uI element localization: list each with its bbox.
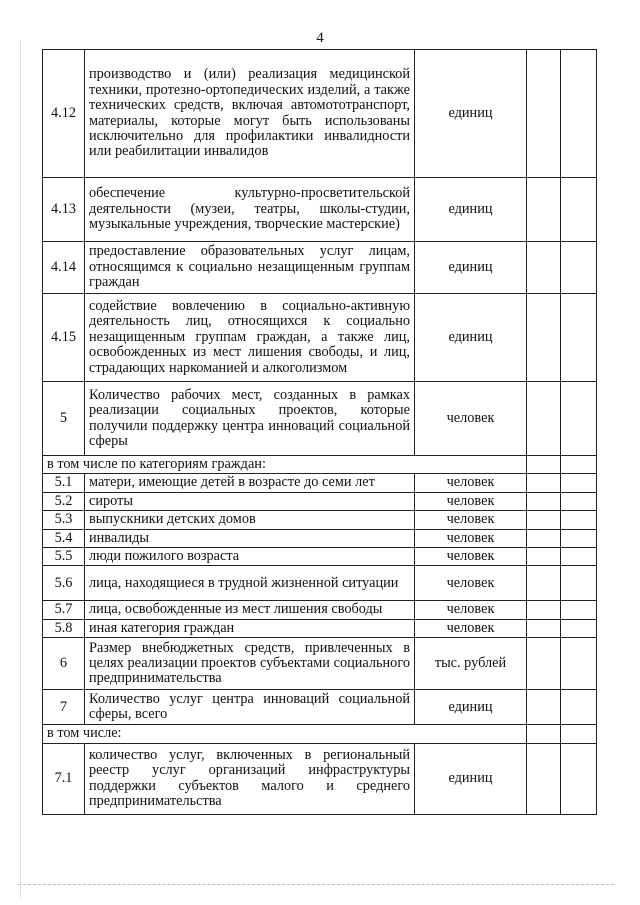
empty-value-cell [561, 725, 597, 743]
row-number: 5.6 [43, 566, 85, 601]
row-number: 5.2 [43, 492, 85, 510]
empty-value-cell [561, 566, 597, 601]
table-row [43, 242, 597, 294]
row-unit: единиц [415, 690, 527, 725]
row-unit: человек [415, 492, 527, 510]
empty-value-cell [527, 50, 561, 178]
section-caption: в том числе: [43, 725, 527, 743]
row-unit: человек [415, 548, 527, 566]
empty-value-cell [561, 511, 597, 529]
table-row [43, 511, 597, 529]
empty-value-cell [561, 178, 597, 242]
row-description: лица, находящиеся в трудной жизненной ситуации [85, 566, 415, 601]
row-description: иная категория граждан [85, 619, 415, 637]
row-number: 5.1 [43, 474, 85, 492]
empty-value-cell [561, 601, 597, 619]
row-unit: человек [415, 511, 527, 529]
row-number: 5.8 [43, 619, 85, 637]
row-unit: человек [415, 601, 527, 619]
empty-value-cell [527, 743, 561, 814]
empty-value-cell [527, 474, 561, 492]
table-row [43, 638, 597, 690]
empty-value-cell [561, 492, 597, 510]
empty-value-cell [561, 619, 597, 637]
table-row [43, 690, 597, 725]
empty-value-cell [527, 690, 561, 725]
empty-value-cell [561, 456, 597, 474]
table-row [43, 529, 597, 547]
row-description: предоставление образовательных услуг лицам, относящимся к социально незащищенным группам граждан [85, 242, 415, 294]
empty-value-cell [527, 456, 561, 474]
row-description: обеспечение культурно-просветительской деятельности (музеи, театры, школы-студии, музыкальные учреждения, творческие мастерские) [85, 178, 415, 242]
empty-value-cell [561, 548, 597, 566]
row-unit: единиц [415, 743, 527, 814]
empty-value-cell [561, 294, 597, 382]
row-unit: единиц [415, 178, 527, 242]
row-unit: единиц [415, 294, 527, 382]
empty-value-cell [527, 638, 561, 690]
row-unit: тыс. рублей [415, 638, 527, 690]
empty-value-cell [561, 638, 597, 690]
row-description: матери, имеющие детей в возрасте до семи лет [85, 474, 415, 492]
table-row [43, 601, 597, 619]
row-unit: человек [415, 382, 527, 456]
row-description: инвалиды [85, 529, 415, 547]
row-description: Размер внебюджетных средств, привлеченных в целях реализации проектов субъектами социального предпринимательства [85, 638, 415, 690]
table-section-row [43, 456, 597, 474]
empty-value-cell [527, 242, 561, 294]
empty-value-cell [561, 382, 597, 456]
page-number: 4 [316, 30, 324, 46]
row-number: 5.4 [43, 529, 85, 547]
table-section-row [43, 725, 597, 743]
table-row [43, 382, 597, 456]
row-number: 4.13 [43, 178, 85, 242]
table-row [43, 619, 597, 637]
empty-value-cell [561, 474, 597, 492]
empty-value-cell [527, 529, 561, 547]
empty-value-cell [561, 743, 597, 814]
table-row [43, 474, 597, 492]
row-description: Количество рабочих мест, созданных в рамках реализации социальных проектов, которые получили поддержку центра инноваций социальной сферы [85, 382, 415, 456]
row-unit: единиц [415, 242, 527, 294]
empty-value-cell [527, 548, 561, 566]
row-description: лица, освобожденные из мест лишения свободы [85, 601, 415, 619]
empty-value-cell [527, 294, 561, 382]
empty-value-cell [561, 690, 597, 725]
empty-value-cell [527, 566, 561, 601]
row-number: 5.5 [43, 548, 85, 566]
table-row [43, 743, 597, 814]
table-row [43, 294, 597, 382]
row-description: сироты [85, 492, 415, 510]
table-row [43, 178, 597, 242]
empty-value-cell [561, 242, 597, 294]
row-description: Количество услуг центра инноваций социальной сферы, всего [85, 690, 415, 725]
scan-edge-bottom [18, 884, 614, 885]
table-row [43, 548, 597, 566]
row-number: 4.15 [43, 294, 85, 382]
row-description: выпускники детских домов [85, 511, 415, 529]
row-unit: человек [415, 566, 527, 601]
row-description: количество услуг, включенных в региональный реестр услуг организаций инфраструктуры поддержки субъектов малого и среднего предпринимательства [85, 743, 415, 814]
row-number: 5.7 [43, 601, 85, 619]
table-row [43, 492, 597, 510]
row-unit: человек [415, 529, 527, 547]
empty-value-cell [527, 492, 561, 510]
table-row [43, 566, 597, 601]
row-number: 7.1 [43, 743, 85, 814]
empty-value-cell [527, 601, 561, 619]
table-row [43, 50, 597, 178]
empty-value-cell [527, 725, 561, 743]
empty-value-cell [561, 529, 597, 547]
row-number: 5.3 [43, 511, 85, 529]
row-unit: человек [415, 474, 527, 492]
section-caption: в том числе по категориям граждан: [43, 456, 527, 474]
row-number: 4.12 [43, 50, 85, 178]
empty-value-cell [527, 178, 561, 242]
empty-value-cell [561, 50, 597, 178]
scan-edge-left [20, 40, 21, 900]
indicators-table [42, 49, 597, 815]
row-number: 4.14 [43, 242, 85, 294]
empty-value-cell [527, 619, 561, 637]
empty-value-cell [527, 382, 561, 456]
row-description: производство и (или) реализация медицинской техники, протезно-ортопедических изделий, а также технических средств, включая автомототранспорт, материалы, которые могут быть использованы исключительно для профилактики инвалидности или реабилитации инвалидов [85, 50, 415, 178]
empty-value-cell [527, 511, 561, 529]
row-description: содействие вовлечению в социально-активную деятельность лиц, относящихся к социально незащищенным группам граждан, а также лиц, освобожденных из мест лишения свободы, и лиц, страдающих наркоманией и алкоголизмом [85, 294, 415, 382]
row-unit: единиц [415, 50, 527, 178]
row-number: 5 [43, 382, 85, 456]
row-unit: человек [415, 619, 527, 637]
row-number: 6 [43, 638, 85, 690]
row-number: 7 [43, 690, 85, 725]
row-description: люди пожилого возраста [85, 548, 415, 566]
